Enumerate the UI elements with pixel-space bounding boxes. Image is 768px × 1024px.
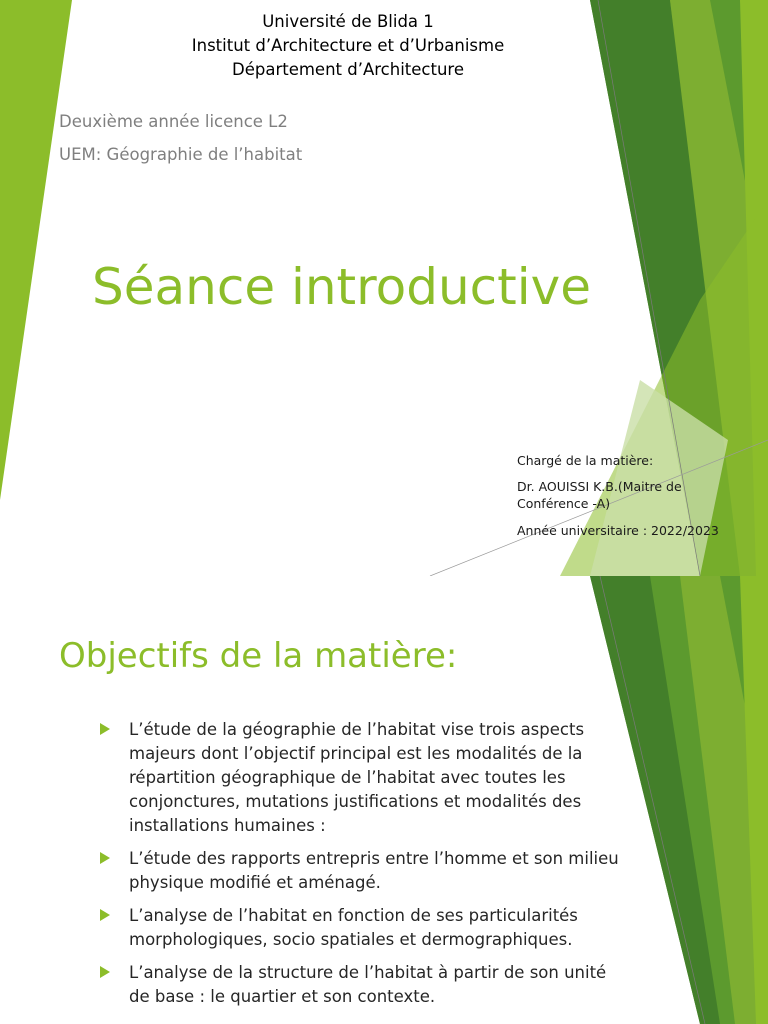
objective-text-2: L’étude des rapports entrepris entre l’homme et son milieu physique modifié et aménagé. <box>129 849 619 892</box>
bullet-arrow-icon <box>100 723 110 735</box>
bullet-arrow-icon <box>100 966 110 978</box>
institute-name: Institut d’Architecture et d’Urbanisme <box>191 36 505 55</box>
objectives-list <box>100 718 620 1018</box>
slide-2 <box>0 576 768 1024</box>
objective-text-3: L’analyse de l’habitat en fonction de ses particularités morphologiques, socio spatiales et dermographiques. <box>129 906 578 949</box>
objectives-title: Objectifs de la matière: <box>59 636 458 676</box>
slide-title: Séance introductive <box>92 258 591 316</box>
teacher-line-1: Dr. AOUISSI K.B.(Maitre de <box>517 479 682 494</box>
list-item <box>100 718 620 838</box>
department-name: Département d’Architecture <box>232 60 464 79</box>
list-item <box>100 904 620 952</box>
objective-text-4: L’analyse de la structure de l’habitat à partir de son unité de base : le quartier et son contexte. <box>129 963 607 1006</box>
university-name: Université de Blida 1 <box>262 12 434 31</box>
teacher-line-2: Conférence -A) <box>517 496 611 511</box>
academic-year: Année universitaire : 2022/2023 <box>517 523 719 538</box>
left-green-strip <box>0 0 72 500</box>
level-text: Deuxième année licence L2 <box>59 112 288 131</box>
bullet-arrow-icon <box>100 852 110 864</box>
university-header <box>100 10 596 82</box>
uem-text: UEM: Géographie de l’habitat <box>59 145 303 164</box>
list-item <box>100 961 620 1009</box>
bullet-arrow-icon <box>100 909 110 921</box>
objective-text-1: L’étude de la géographie de l’habitat vise trois aspects majeurs dont l’objectif principal est les modalités de la répartition géographique de l’habitat avec toutes les conjonctures, mutations justifications et modalités des installations humaines : <box>129 720 585 835</box>
charge-label: Chargé de la matière: <box>517 453 654 468</box>
list-item <box>100 847 620 895</box>
